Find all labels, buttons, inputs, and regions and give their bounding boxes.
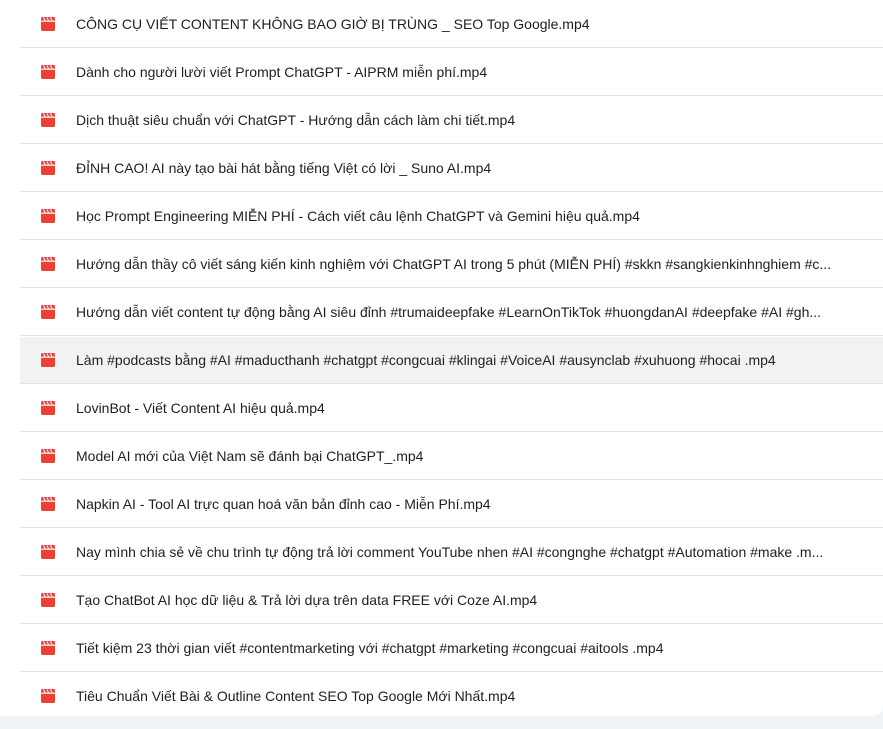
video-file-icon <box>40 160 56 176</box>
file-name[interactable]: Dành cho người lười viết Prompt ChatGPT - AIPRM miễn phí.mp4 <box>76 64 488 80</box>
file-row[interactable] <box>20 145 883 192</box>
file-row[interactable] <box>20 97 883 144</box>
file-name[interactable]: Học Prompt Engineering MIỄN PHÍ - Cách viết câu lệnh ChatGPT và Gemini hiệu quả.mp4 <box>76 208 640 224</box>
file-row[interactable] <box>20 385 883 432</box>
video-file-icon <box>40 112 56 128</box>
file-row[interactable] <box>20 481 883 528</box>
video-file-icon <box>40 16 56 32</box>
video-file-icon <box>40 352 56 368</box>
file-name[interactable]: Tạo ChatBot AI học dữ liệu & Trả lời dựa trên data FREE với Coze AI.mp4 <box>76 592 538 608</box>
file-name[interactable]: ĐỈNH CAO! AI này tạo bài hát bằng tiếng Việt có lời _ Suno AI.mp4 <box>76 160 492 176</box>
file-name[interactable]: Tiêu Chuẩn Viết Bài & Outline Content SEO Top Google Mới Nhất.mp4 <box>76 688 516 704</box>
file-name[interactable]: Dịch thuật siêu chuẩn với ChatGPT - Hướng dẫn cách làm chi tiết.mp4 <box>76 112 516 128</box>
file-name[interactable]: Nay mình chia sẻ về chu trình tự động trả lời comment YouTube nhen #AI #congnghe #chatgpt #Automation #make .m... <box>76 544 824 560</box>
file-name[interactable]: Hướng dẫn viết content tự động bằng AI siêu đỉnh #trumaideepfake #LearnOnTikTok #huongdanAI #deepfake #AI #gh... <box>76 304 822 320</box>
file-name[interactable]: Hướng dẫn thầy cô viết sáng kiến kinh nghiệm với ChatGPT AI trong 5 phút (MIỄN PHÍ) #skkn #sangkienkinhnghiem #c... <box>76 256 832 272</box>
file-row[interactable] <box>20 1 883 48</box>
video-file-icon <box>40 208 56 224</box>
video-file-icon <box>40 448 56 464</box>
file-row[interactable] <box>20 241 883 288</box>
file-row[interactable] <box>20 289 883 336</box>
video-file-icon <box>40 496 56 512</box>
file-row[interactable] <box>20 193 883 240</box>
file-name[interactable]: Napkin AI - Tool AI trực quan hoá văn bản đỉnh cao - Miễn Phí.mp4 <box>76 496 491 512</box>
file-row[interactable] <box>20 673 883 716</box>
video-file-icon <box>40 304 56 320</box>
file-row-selected[interactable] <box>20 337 883 384</box>
file-row[interactable] <box>20 433 883 480</box>
video-file-icon <box>40 256 56 272</box>
video-file-icon <box>40 592 56 608</box>
video-file-icon <box>40 640 56 656</box>
file-name[interactable]: Làm #podcasts bằng #AI #maducthanh #chatgpt #congcuai #klingai #VoiceAI #ausynclab #xuhuong #hocai .mp4 <box>76 352 776 368</box>
file-name[interactable]: Tiết kiệm 23 thời gian viết #contentmarketing với #chatgpt #marketing #congcuai #aitools .mp4 <box>76 640 664 656</box>
file-row[interactable] <box>20 577 883 624</box>
video-file-icon <box>40 544 56 560</box>
video-file-icon <box>40 688 56 704</box>
file-name[interactable]: Model AI mới của Việt Nam sẽ đánh bại ChatGPT_.mp4 <box>76 448 424 464</box>
file-row[interactable] <box>20 625 883 672</box>
video-file-icon <box>40 400 56 416</box>
file-name[interactable]: CÔNG CỤ VIẾT CONTENT KHÔNG BAO GIỜ BỊ TRÙNG _ SEO Top Google.mp4 <box>76 16 590 32</box>
file-row[interactable] <box>20 49 883 96</box>
file-row[interactable] <box>20 529 883 576</box>
video-file-icon <box>40 64 56 80</box>
file-name[interactable]: LovinBot - Viết Content AI hiệu quả.mp4 <box>76 400 325 416</box>
